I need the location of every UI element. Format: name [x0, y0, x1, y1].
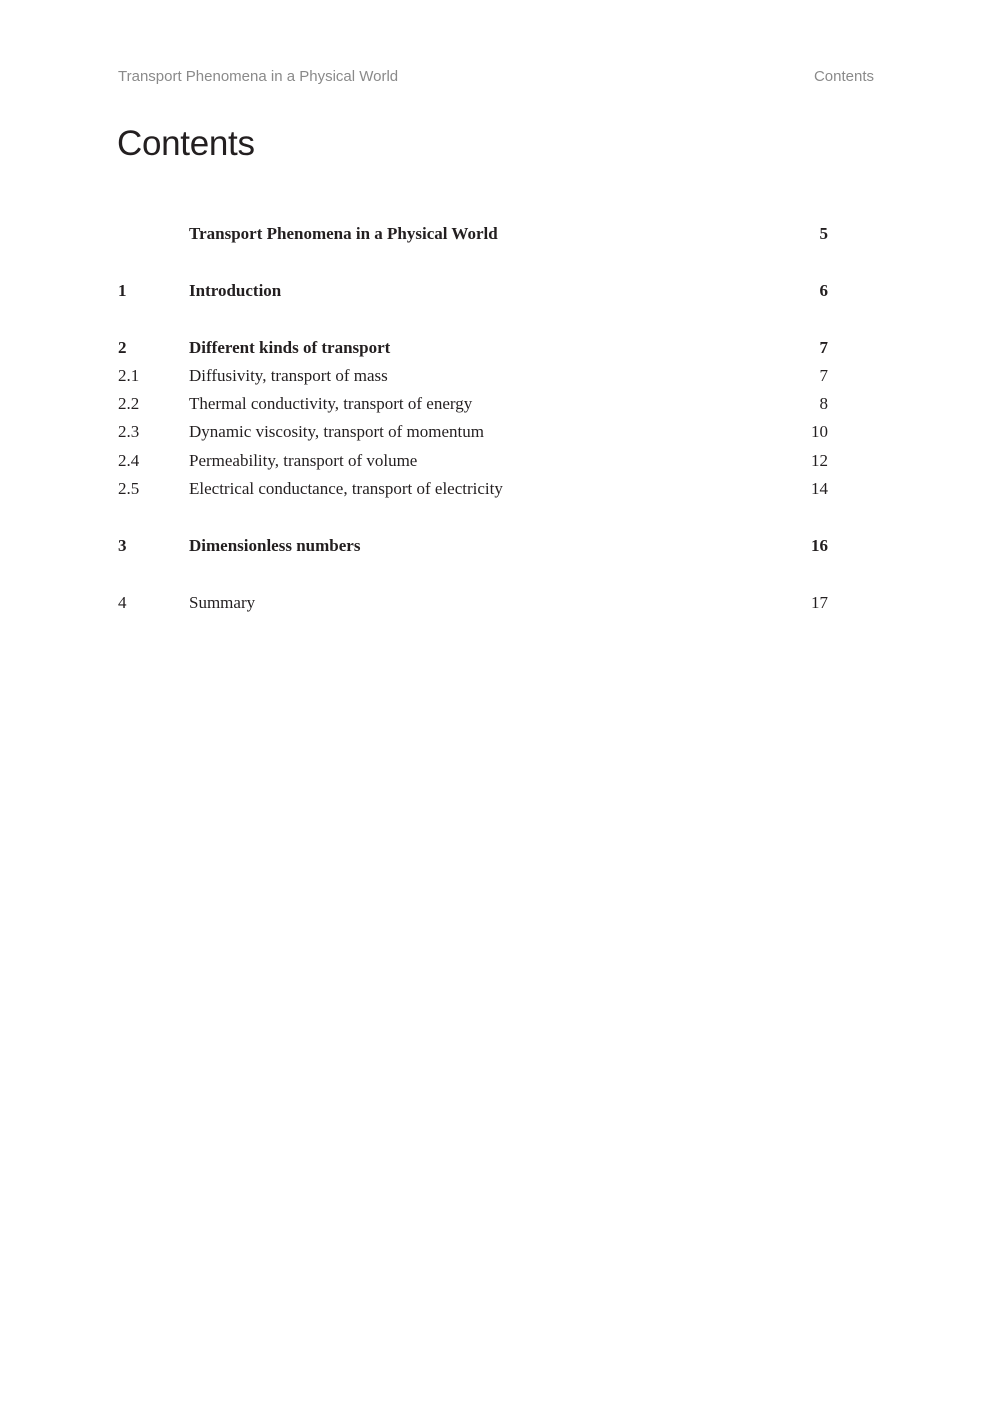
toc-entry-page: 12 [811, 451, 828, 470]
toc-entry-page: 16 [811, 536, 828, 555]
toc-entry-page: 14 [811, 479, 828, 498]
toc-entry-page: 7 [819, 366, 828, 385]
toc-entry-label: Thermal conductivity, transport of energy [189, 394, 473, 413]
toc-entry-number: 2.2 [118, 394, 140, 413]
toc-entry-number: 4 [118, 593, 127, 612]
toc-entry-book-title[interactable] [118, 222, 828, 246]
page-title: Contents [117, 124, 255, 163]
toc-entry-chapter-2[interactable] [118, 336, 828, 360]
toc-entry-number: 2.3 [118, 422, 140, 441]
toc-entry-chapter-3[interactable] [118, 534, 828, 558]
toc-entry-section-2-3[interactable] [118, 420, 828, 444]
toc-entry-page: 17 [811, 593, 828, 612]
toc-entry-number: 2 [118, 338, 127, 357]
running-header-book-title: Transport Phenomena in a Physical World [118, 68, 399, 85]
running-header-section: Contents [813, 68, 874, 85]
toc-entry-number: 1 [118, 281, 127, 300]
toc-entry-chapter-4[interactable] [118, 591, 828, 615]
toc-entry-section-2-2[interactable] [118, 392, 828, 416]
toc-entry-page: 10 [811, 422, 828, 441]
toc-entry-page: 8 [819, 394, 828, 413]
toc-entry-label: Permeability, transport of volume [189, 451, 418, 470]
toc-entry-label: Diffusivity, transport of mass [189, 366, 388, 385]
toc-entry-number: 2.4 [118, 451, 140, 470]
toc-entry-page: 6 [819, 281, 828, 300]
toc-entry-number: 2.1 [118, 366, 140, 385]
toc-entry-number: 2.5 [118, 479, 140, 498]
toc-entry-section-2-5[interactable] [118, 477, 828, 501]
toc-entry-label: Transport Phenomena in a Physical World [189, 224, 498, 243]
toc-entry-page: 5 [819, 224, 828, 243]
toc-entry-label: Dimensionless numbers [189, 536, 361, 555]
toc-entry-label: Summary [189, 593, 256, 612]
toc-entry-label: Electrical conductance, transport of electricity [189, 479, 503, 498]
toc-entry-chapter-1[interactable] [118, 279, 828, 303]
toc-entry-page: 7 [819, 338, 828, 357]
toc-entry-section-2-1[interactable] [118, 364, 828, 388]
toc-entry-number: 3 [118, 536, 127, 555]
toc-entry-label: Different kinds of transport [189, 338, 391, 357]
toc-entry-label: Introduction [189, 281, 282, 300]
toc-entry-label: Dynamic viscosity, transport of momentum [189, 422, 484, 441]
toc-entry-section-2-4[interactable] [118, 449, 828, 473]
